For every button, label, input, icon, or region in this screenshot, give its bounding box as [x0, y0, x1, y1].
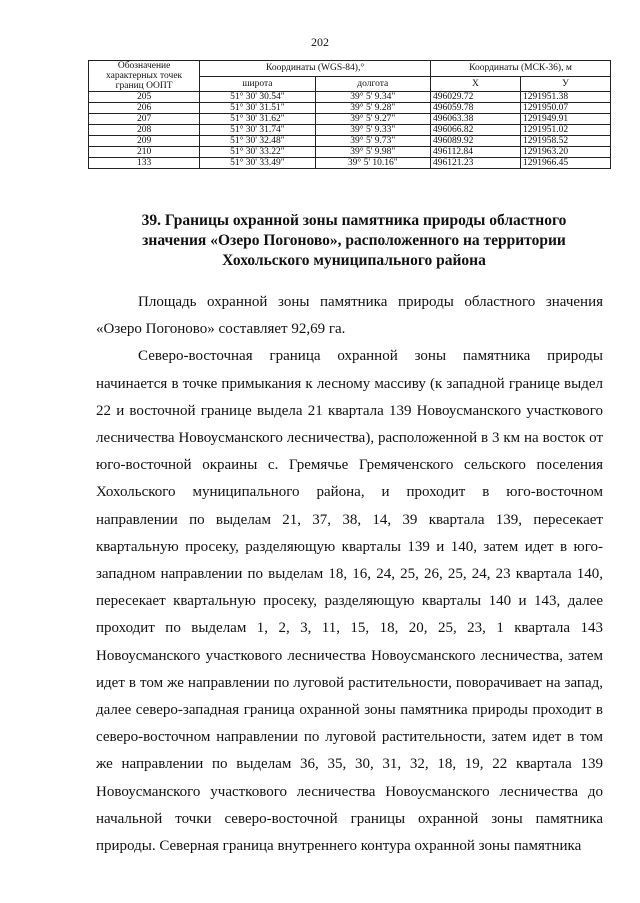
header-msk36-group: Координаты (МСК-36), м [430, 61, 610, 77]
page-number: 202 [311, 35, 329, 49]
paragraph-area: Площадь охранной зоны памятника природы областного значения «Озеро Погоново» составляет 92,69 га. [96, 294, 603, 338]
cell-y: 1291951.38 [520, 92, 610, 103]
cell-y: 1291958.52 [520, 136, 610, 147]
cell-x: 496029.72 [430, 92, 520, 103]
section-title [96, 211, 612, 271]
cell-point: 210 [89, 147, 200, 158]
cell-latitude: 51° 30' 33.49" [200, 158, 315, 169]
cell-x: 496121.23 [430, 158, 520, 169]
cell-point: 133 [89, 158, 200, 169]
header-y: У [520, 76, 610, 92]
cell-y: 1291963.20 [520, 147, 610, 158]
cell-x: 496089.92 [430, 136, 520, 147]
table-header-row [89, 61, 611, 77]
paragraph-boundary-description: Северо-восточная граница охранной зоны памятника природы начинается в точке примыкания к лесному массиву (к западной границе выдел 22 и восточной границе выдела 21 квартала 139 Новоусманского участкового лесничества Новоусманского лесничества), расположенной в 3 км на восток от юго-восточной окраины с. Гремячье Гремяченского сельского поселения Хохольского муниципального района, и проходит в юго-восточном направлении по выделам 21, 37, 38, 14, 39 квартала 139, пересекает квартальную просеку, разделяющую кварталы 139 и 140, затем идет в юго-западном направлении по выделам 18, 16, 24, 25, 26, 25, 24, 23 квартала 140, пересекает квартальную просеку, разделяющую кварталы 140 и 143, далее проходит по выделам 1, 2, 3, 11, 15, 18, 20, 25, 23, 1 квартала 143 Новоусманского участкового лесничества Новоусманского лесничества, затем идет в том же направлении по луговой растительности, поворачивает на запад, далее северо-западная граница охранной зоны памятника природы проходит в северо-восточном направлении по луговой растительности, затем идет в том же направлении по выделам 36, 35, 30, 31, 32, 18, 19, 22 квартала 139 Новоусманского участкового лесничества Новоусманского лесничества до начальной точки северо-восточной границы охранной зоны памятника природы. Северная граница внутреннего контура охранной зоны памятника [96, 348, 603, 855]
header-wgs84-group: Координаты (WGS-84),° [200, 61, 431, 77]
header-latitude: широта [200, 76, 315, 92]
table-row [89, 114, 611, 125]
cell-y: 1291966.45 [520, 158, 610, 169]
cell-latitude: 51° 30' 33.22" [200, 147, 315, 158]
cell-latitude: 51° 30' 30.54" [200, 92, 315, 103]
header-x: X [430, 76, 520, 92]
cell-x: 496112.84 [430, 147, 520, 158]
cell-latitude: 51° 30' 31.62" [200, 114, 315, 125]
cell-latitude: 51° 30' 32.48" [200, 136, 315, 147]
section-title-line: Хохольского муниципального района [222, 252, 486, 269]
cell-point: 206 [89, 103, 200, 114]
cell-longitude: 39° 5' 9.33" [315, 125, 430, 136]
cell-x: 496066.82 [430, 125, 520, 136]
table-row [89, 158, 611, 169]
table-row [89, 103, 611, 114]
header-longitude: долгота [315, 76, 430, 92]
table-row [89, 125, 611, 136]
cell-point: 207 [89, 114, 200, 125]
cell-longitude: 39° 5' 10.16" [315, 158, 430, 169]
coordinates-table [88, 60, 611, 169]
body-text [96, 289, 603, 860]
cell-longitude: 39° 5' 9.28" [315, 103, 430, 114]
cell-point: 205 [89, 92, 200, 103]
section-title-line: значения «Озеро Погоново», расположенного на территории [142, 232, 566, 249]
cell-latitude: 51° 30' 31.74" [200, 125, 315, 136]
cell-y: 1291949.91 [520, 114, 610, 125]
header-point-designation: Обозначение характерных точек границ ООПТ [89, 61, 200, 92]
cell-longitude: 39° 5' 9.34" [315, 92, 430, 103]
table-row [89, 136, 611, 147]
cell-point: 208 [89, 125, 200, 136]
cell-x: 496063.38 [430, 114, 520, 125]
table-row [89, 147, 611, 158]
cell-point: 209 [89, 136, 200, 147]
cell-y: 1291950.07 [520, 103, 610, 114]
cell-latitude: 51° 30' 31.51" [200, 103, 315, 114]
cell-y: 1291951.02 [520, 125, 610, 136]
cell-longitude: 39° 5' 9.73" [315, 136, 430, 147]
cell-longitude: 39° 5' 9.27" [315, 114, 430, 125]
section-title-line: 39. Границы охранной зоны памятника природы областного [141, 212, 567, 229]
cell-longitude: 39° 5' 9.98" [315, 147, 430, 158]
table-row [89, 92, 611, 103]
cell-x: 496059.78 [430, 103, 520, 114]
